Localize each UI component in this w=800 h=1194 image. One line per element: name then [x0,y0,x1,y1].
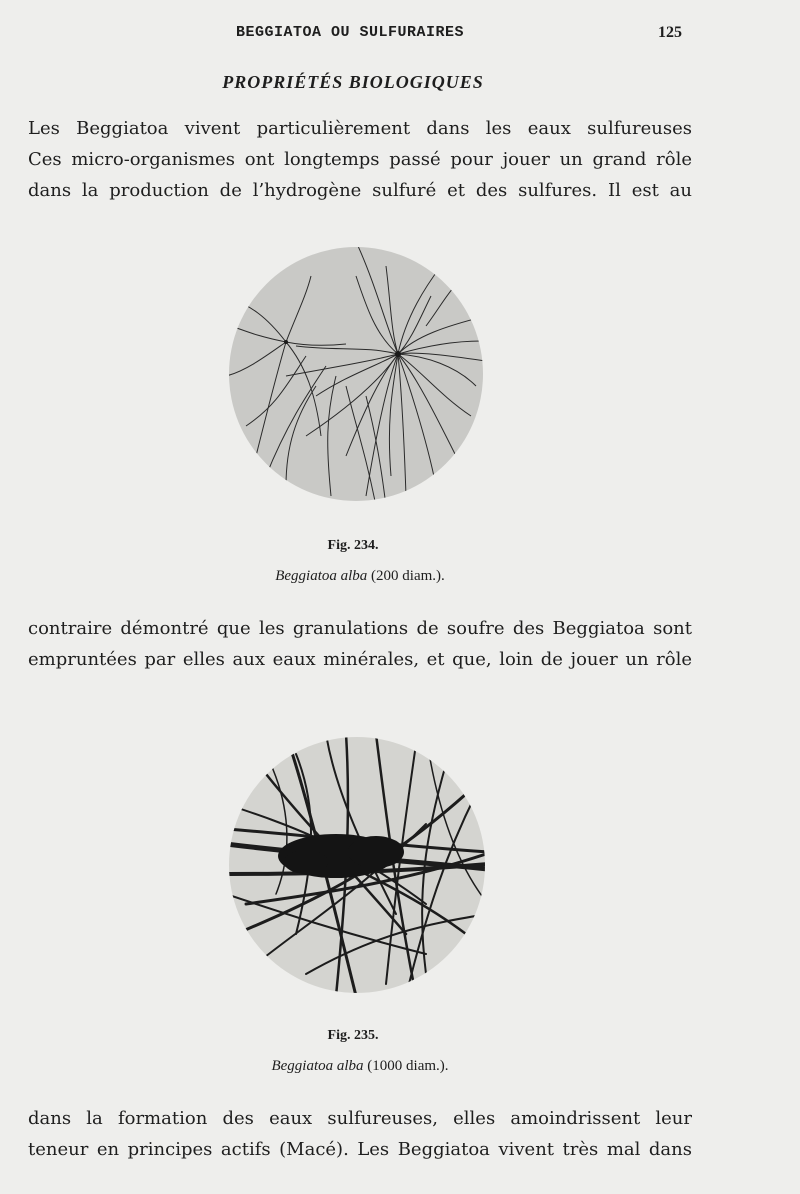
paragraph-1 [28,113,692,206]
figure-235-caption [0,1058,720,1075]
caption-magnification: (200 diam.). [367,568,445,584]
running-head-title: BEGGIATOA OU SULFURAIRES [235,24,465,41]
caption-species: Beggiatoa alba [275,568,368,584]
figure-235-label: Fig. 235. [327,1028,379,1043]
text-line: Les Beggiatoa vivent particulièrement dans les eaux sulfureuses [28,118,692,139]
text-line: dans la formation des eaux sulfureuses, elles amoindrissent leur [28,1108,692,1129]
text-line: dans la production de l’hydrogène sulfuré et des sulfures. Il est au [28,180,692,201]
text-line: teneur en principes actifs (Macé). Les Beggiatoa vivent très mal dans [28,1139,692,1160]
paragraph-2 [28,613,692,675]
figure-234-caption [0,568,720,585]
figure-235-micrograph [226,734,488,996]
paragraph-3 [28,1103,692,1165]
running-head [0,24,800,46]
caption-species: Beggiatoa alba [271,1058,364,1074]
micrograph-image [226,246,486,506]
figure-234-micrograph [226,246,486,506]
section-title: PROPRIÉTÉS BIOLOGIQUES [222,72,484,92]
text-line: contraire démontré que les granulations de soufre des Beggiatoa sont [28,618,692,639]
text-line: empruntées par elles aux eaux minérales, et que, loin de jouer un rôle [28,649,692,670]
caption-magnification: (1000 diam.). [363,1058,449,1074]
micrograph-image [226,734,488,996]
figure-234-label: Fig. 234. [327,538,379,553]
text-line: Ces micro-organismes ont longtemps passé pour jouer un grand rôle [28,149,692,170]
page-number: 125 [658,24,682,41]
